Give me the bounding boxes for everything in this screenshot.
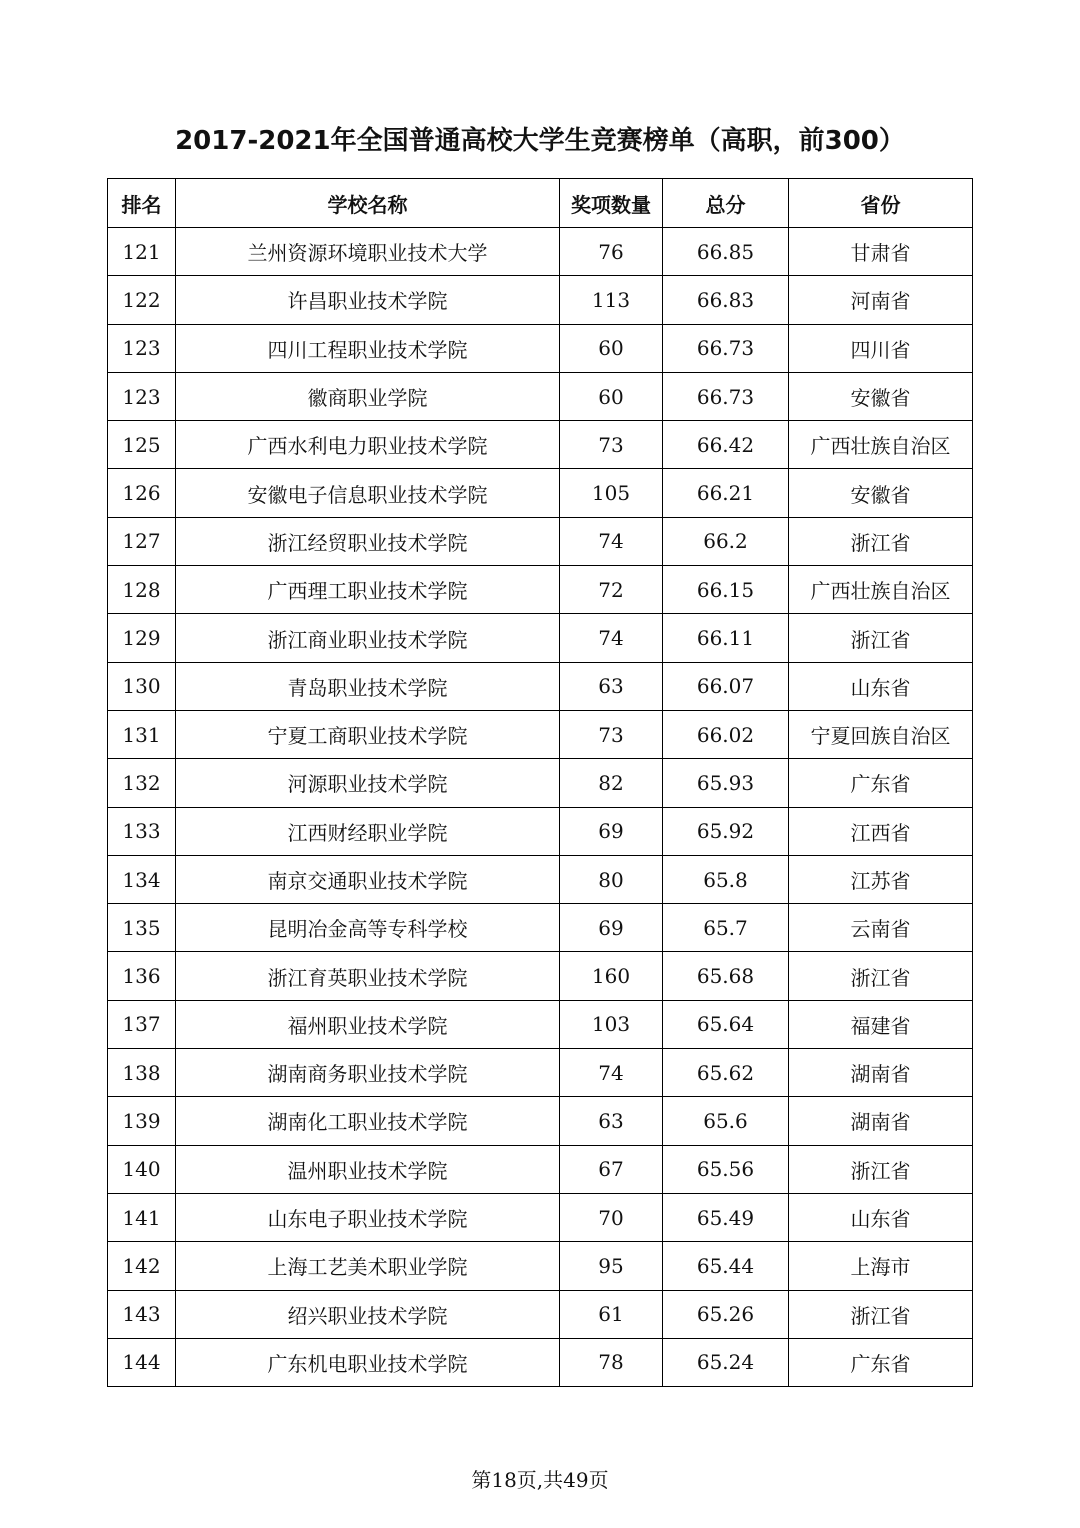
award-count-cell: 72 [560, 566, 663, 614]
school-name-cell: 安徽电子信息职业技术学院 [176, 469, 560, 517]
school-name-cell: 福州职业技术学院 [176, 1000, 560, 1048]
rank-cell: 141 [108, 1193, 176, 1241]
table-row [108, 1145, 973, 1193]
province-cell: 江苏省 [789, 855, 973, 903]
award-count-cell: 60 [560, 372, 663, 420]
table-row [108, 1193, 973, 1241]
rank-cell: 140 [108, 1145, 176, 1193]
award-count-cell: 67 [560, 1145, 663, 1193]
school-name-cell: 河源职业技术学院 [176, 759, 560, 807]
school-name-cell: 兰州资源环境职业技术大学 [176, 228, 560, 276]
award-count-cell: 73 [560, 710, 663, 758]
total-score-cell: 65.44 [663, 1242, 789, 1290]
rank-cell: 127 [108, 517, 176, 565]
province-cell: 宁夏回族自治区 [789, 710, 973, 758]
province-cell: 浙江省 [789, 517, 973, 565]
school-name-cell: 宁夏工商职业技术学院 [176, 710, 560, 758]
rank-cell: 143 [108, 1290, 176, 1338]
total-score-cell: 66.07 [663, 662, 789, 710]
total-score-cell: 65.6 [663, 1097, 789, 1145]
award-count-cell: 95 [560, 1242, 663, 1290]
rank-cell: 125 [108, 421, 176, 469]
rank-cell: 134 [108, 855, 176, 903]
award-count-cell: 60 [560, 324, 663, 372]
table-row [108, 517, 973, 565]
total-score-cell: 66.73 [663, 324, 789, 372]
province-cell: 湖南省 [789, 1049, 973, 1097]
province-cell: 广东省 [789, 1338, 973, 1386]
award-count-cell: 69 [560, 807, 663, 855]
table-row [108, 662, 973, 710]
award-count-cell: 160 [560, 952, 663, 1000]
header-school: 学校名称 [176, 179, 560, 228]
rank-cell: 131 [108, 710, 176, 758]
award-count-cell: 70 [560, 1193, 663, 1241]
province-cell: 河南省 [789, 276, 973, 324]
total-score-cell: 66.15 [663, 566, 789, 614]
total-score-cell: 65.62 [663, 1049, 789, 1097]
province-cell: 浙江省 [789, 952, 973, 1000]
award-count-cell: 74 [560, 1049, 663, 1097]
province-cell: 浙江省 [789, 614, 973, 662]
rank-cell: 126 [108, 469, 176, 517]
table-row [108, 855, 973, 903]
ranking-table [107, 178, 973, 1387]
school-name-cell: 山东电子职业技术学院 [176, 1193, 560, 1241]
school-name-cell: 江西财经职业学院 [176, 807, 560, 855]
school-name-cell: 浙江商业职业技术学院 [176, 614, 560, 662]
total-score-cell: 65.92 [663, 807, 789, 855]
school-name-cell: 四川工程职业技术学院 [176, 324, 560, 372]
table-row [108, 1290, 973, 1338]
school-name-cell: 青岛职业技术学院 [176, 662, 560, 710]
school-name-cell: 湖南商务职业技术学院 [176, 1049, 560, 1097]
rank-cell: 138 [108, 1049, 176, 1097]
province-cell: 广西壮族自治区 [789, 421, 973, 469]
province-cell: 四川省 [789, 324, 973, 372]
award-count-cell: 74 [560, 614, 663, 662]
table-row [108, 1338, 973, 1386]
school-name-cell: 上海工艺美术职业学院 [176, 1242, 560, 1290]
award-count-cell: 74 [560, 517, 663, 565]
table-row [108, 614, 973, 662]
school-name-cell: 温州职业技术学院 [176, 1145, 560, 1193]
award-count-cell: 63 [560, 662, 663, 710]
school-name-cell: 许昌职业技术学院 [176, 276, 560, 324]
school-name-cell: 徽商职业学院 [176, 372, 560, 420]
rank-cell: 123 [108, 324, 176, 372]
award-count-cell: 80 [560, 855, 663, 903]
award-count-cell: 76 [560, 228, 663, 276]
rank-cell: 130 [108, 662, 176, 710]
table-row [108, 710, 973, 758]
header-total-score: 总分 [663, 179, 789, 228]
total-score-cell: 65.7 [663, 904, 789, 952]
total-score-cell: 65.93 [663, 759, 789, 807]
table-row [108, 1097, 973, 1145]
award-count-cell: 103 [560, 1000, 663, 1048]
province-cell: 江西省 [789, 807, 973, 855]
award-count-cell: 105 [560, 469, 663, 517]
total-score-cell: 66.02 [663, 710, 789, 758]
rank-cell: 133 [108, 807, 176, 855]
table-row [108, 276, 973, 324]
table-row [108, 469, 973, 517]
total-score-cell: 66.21 [663, 469, 789, 517]
table-header-row [108, 179, 973, 228]
province-cell: 山东省 [789, 662, 973, 710]
table-row [108, 228, 973, 276]
table-row [108, 324, 973, 372]
province-cell: 甘肃省 [789, 228, 973, 276]
rank-cell: 137 [108, 1000, 176, 1048]
school-name-cell: 广西水利电力职业技术学院 [176, 421, 560, 469]
rank-cell: 129 [108, 614, 176, 662]
province-cell: 浙江省 [789, 1145, 973, 1193]
rank-cell: 144 [108, 1338, 176, 1386]
table-row [108, 566, 973, 614]
award-count-cell: 61 [560, 1290, 663, 1338]
rank-cell: 122 [108, 276, 176, 324]
school-name-cell: 昆明冶金高等专科学校 [176, 904, 560, 952]
table-row [108, 904, 973, 952]
province-cell: 上海市 [789, 1242, 973, 1290]
rank-cell: 128 [108, 566, 176, 614]
total-score-cell: 65.8 [663, 855, 789, 903]
table-row [108, 421, 973, 469]
table-row [108, 952, 973, 1000]
rank-cell: 139 [108, 1097, 176, 1145]
award-count-cell: 113 [560, 276, 663, 324]
rank-cell: 121 [108, 228, 176, 276]
total-score-cell: 66.85 [663, 228, 789, 276]
province-cell: 广东省 [789, 759, 973, 807]
school-name-cell: 南京交通职业技术学院 [176, 855, 560, 903]
school-name-cell: 广西理工职业技术学院 [176, 566, 560, 614]
total-score-cell: 65.68 [663, 952, 789, 1000]
page-number: 第18页,共49页 [471, 1468, 609, 1492]
header-award-count: 奖项数量 [560, 179, 663, 228]
province-cell: 安徽省 [789, 469, 973, 517]
province-cell: 云南省 [789, 904, 973, 952]
table-row [108, 1049, 973, 1097]
province-cell: 浙江省 [789, 1290, 973, 1338]
total-score-cell: 65.24 [663, 1338, 789, 1386]
total-score-cell: 66.73 [663, 372, 789, 420]
table-row [108, 372, 973, 420]
rank-cell: 136 [108, 952, 176, 1000]
total-score-cell: 65.56 [663, 1145, 789, 1193]
award-count-cell: 78 [560, 1338, 663, 1386]
school-name-cell: 湖南化工职业技术学院 [176, 1097, 560, 1145]
school-name-cell: 绍兴职业技术学院 [176, 1290, 560, 1338]
rank-cell: 142 [108, 1242, 176, 1290]
school-name-cell: 广东机电职业技术学院 [176, 1338, 560, 1386]
rank-cell: 132 [108, 759, 176, 807]
school-name-cell: 浙江经贸职业技术学院 [176, 517, 560, 565]
total-score-cell: 65.49 [663, 1193, 789, 1241]
page-title: 2017-2021年全国普通高校大学生竞赛榜单（高职，前300） [175, 126, 905, 156]
rank-cell: 135 [108, 904, 176, 952]
table-row [108, 759, 973, 807]
table-row [108, 1242, 973, 1290]
award-count-cell: 69 [560, 904, 663, 952]
award-count-cell: 73 [560, 421, 663, 469]
province-cell: 湖南省 [789, 1097, 973, 1145]
province-cell: 安徽省 [789, 372, 973, 420]
total-score-cell: 65.64 [663, 1000, 789, 1048]
province-cell: 福建省 [789, 1000, 973, 1048]
header-province: 省份 [789, 179, 973, 228]
total-score-cell: 66.83 [663, 276, 789, 324]
total-score-cell: 66.42 [663, 421, 789, 469]
total-score-cell: 66.11 [663, 614, 789, 662]
table-row [108, 807, 973, 855]
school-name-cell: 浙江育英职业技术学院 [176, 952, 560, 1000]
header-rank: 排名 [108, 179, 176, 228]
award-count-cell: 82 [560, 759, 663, 807]
total-score-cell: 66.2 [663, 517, 789, 565]
rank-cell: 123 [108, 372, 176, 420]
total-score-cell: 65.26 [663, 1290, 789, 1338]
province-cell: 广西壮族自治区 [789, 566, 973, 614]
province-cell: 山东省 [789, 1193, 973, 1241]
table-row [108, 1000, 973, 1048]
award-count-cell: 63 [560, 1097, 663, 1145]
